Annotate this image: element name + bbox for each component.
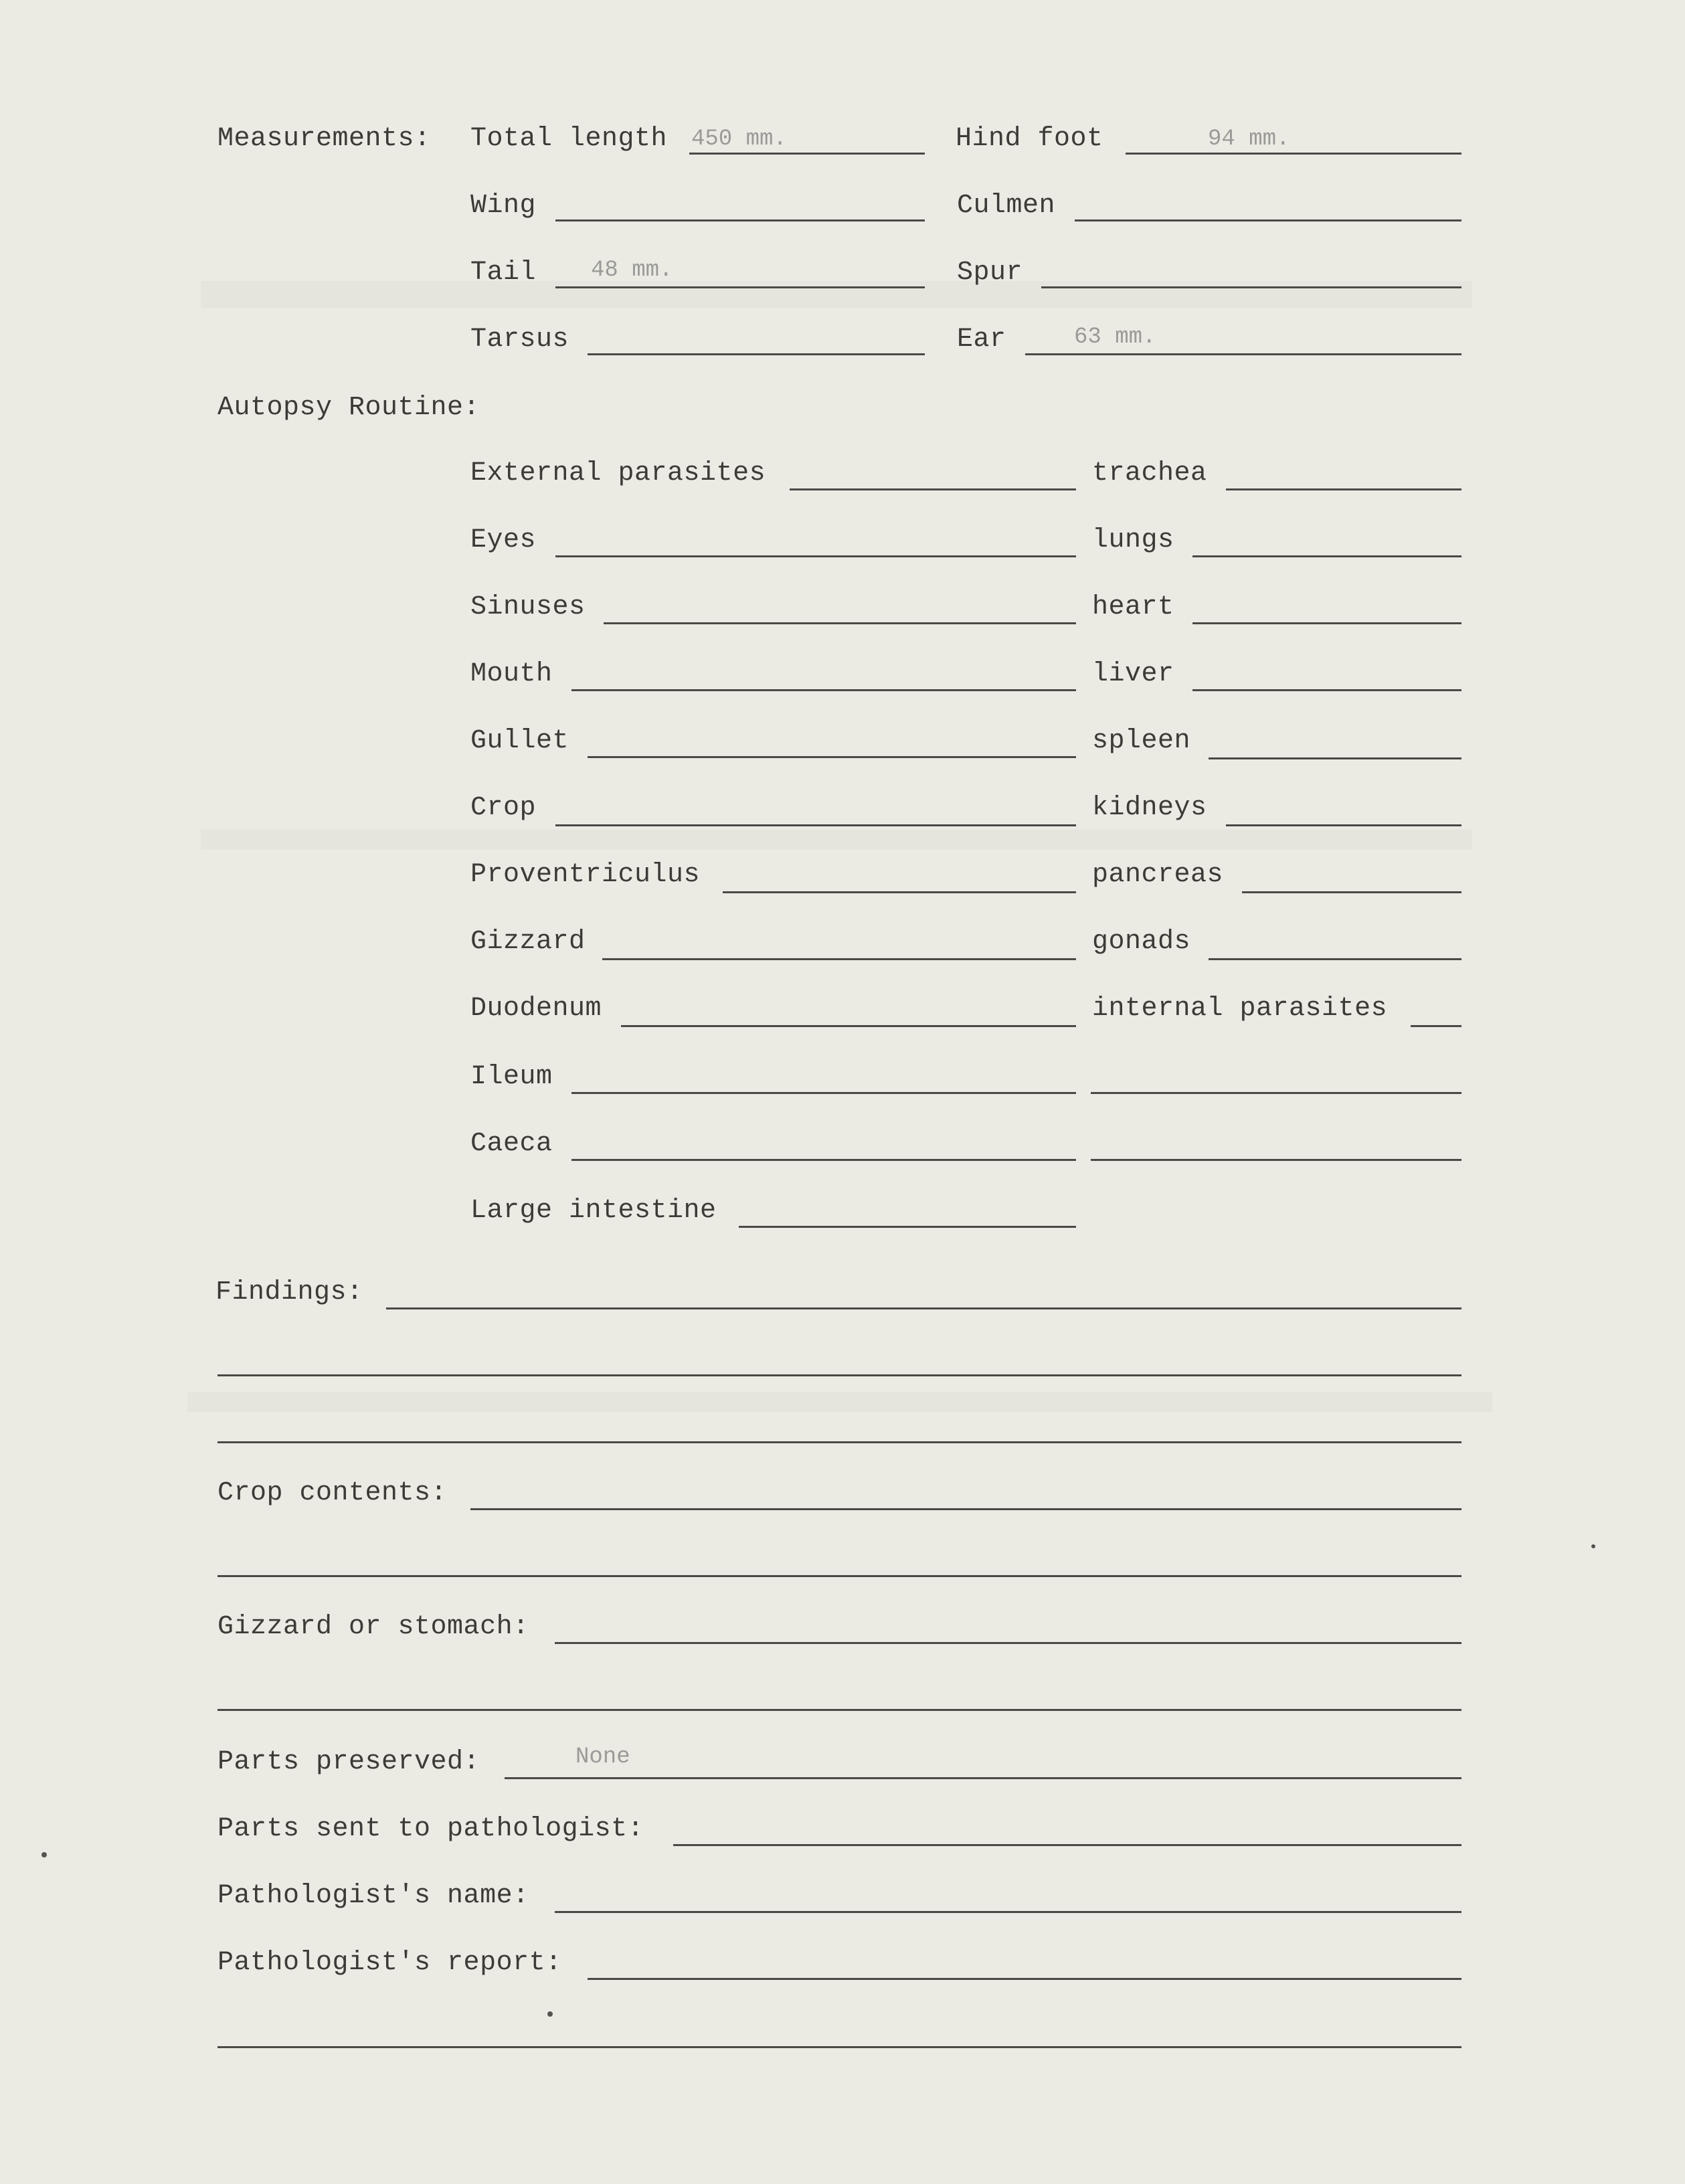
parts-preserved-label: Parts preserved: — [217, 1747, 480, 1777]
autopsy-item-crop: Crop — [470, 793, 537, 823]
total-length-field[interactable] — [689, 153, 925, 155]
crop-field[interactable] — [555, 824, 1076, 826]
ear-field[interactable] — [1025, 353, 1461, 355]
ink-spot — [547, 2011, 553, 2017]
pathologist-name-label: Pathologist's name: — [217, 1881, 529, 1911]
bleed-through-mark — [201, 830, 1472, 850]
culmen-label: Culmen — [957, 191, 1056, 221]
hind-foot-field[interactable] — [1126, 153, 1461, 155]
autopsy-item-kidneys: kidneys — [1092, 793, 1207, 823]
liver-field[interactable] — [1192, 689, 1461, 691]
wing-field[interactable] — [555, 219, 925, 221]
total-length-value: 450 mm. — [691, 126, 787, 152]
gonads-field[interactable] — [1209, 958, 1461, 960]
findings-field-line-1[interactable] — [386, 1307, 1461, 1309]
gizzard-stomach-field-line-2[interactable] — [217, 1709, 1461, 1711]
extra-right-field-1[interactable] — [1091, 1092, 1461, 1094]
autopsy-item-sinuses: Sinuses — [470, 592, 586, 622]
tarsus-field[interactable] — [588, 353, 925, 355]
gizzard-stomach-label: Gizzard or stomach: — [217, 1612, 529, 1642]
autopsy-item-lungs: lungs — [1092, 525, 1174, 555]
tail-value: 48 mm. — [591, 258, 673, 283]
autopsy-item-external-parasites: External parasites — [470, 458, 766, 488]
hind-foot-value: 94 mm. — [1208, 126, 1290, 152]
parts-preserved-value: None — [575, 1744, 630, 1770]
ink-spot — [1591, 1544, 1595, 1548]
ileum-field[interactable] — [571, 1092, 1076, 1094]
autopsy-item-caeca: Caeca — [470, 1129, 553, 1159]
tail-field[interactable] — [555, 286, 925, 288]
autopsy-item-liver: liver — [1092, 659, 1174, 689]
kidneys-field[interactable] — [1226, 824, 1461, 826]
tarsus-label: Tarsus — [470, 325, 569, 355]
pathologist-report-label: Pathologist's report: — [217, 1948, 562, 1978]
internal-parasites-field[interactable] — [1411, 1025, 1461, 1027]
crop-contents-field-line-1[interactable] — [470, 1508, 1461, 1510]
parts-preserved-field[interactable] — [505, 1777, 1461, 1779]
hind-foot-label: Hind foot — [956, 124, 1103, 154]
findings-field-line-3[interactable] — [217, 1441, 1461, 1443]
proventriculus-field[interactable] — [723, 891, 1076, 893]
autopsy-item-internal-parasites: internal parasites — [1092, 994, 1388, 1024]
autopsy-item-gizzard: Gizzard — [470, 927, 586, 957]
ink-spot — [41, 1852, 47, 1857]
measurements-heading: Measurements: — [217, 124, 431, 154]
parts-sent-label: Parts sent to pathologist: — [217, 1814, 644, 1844]
findings-field-line-2[interactable] — [217, 1374, 1461, 1376]
culmen-field[interactable] — [1075, 219, 1461, 221]
pathologist-report-field-line-2[interactable] — [217, 2046, 1461, 2048]
spur-label: Spur — [957, 258, 1023, 288]
tail-label: Tail — [470, 258, 537, 288]
sinuses-field[interactable] — [604, 622, 1076, 624]
autopsy-item-proventriculus: Proventriculus — [470, 860, 701, 890]
autopsy-item-large-intestine: Large intestine — [470, 1196, 717, 1226]
autopsy-item-duodenum: Duodenum — [470, 994, 602, 1024]
gullet-field[interactable] — [588, 756, 1076, 758]
gizzard-stomach-field-line-1[interactable] — [555, 1642, 1461, 1644]
crop-contents-label: Crop contents: — [217, 1478, 448, 1508]
large-intestine-field[interactable] — [739, 1226, 1076, 1228]
autopsy-heading: Autopsy Routine: — [217, 393, 480, 423]
autopsy-item-heart: heart — [1092, 592, 1174, 622]
lungs-field[interactable] — [1192, 555, 1461, 557]
duodenum-field[interactable] — [621, 1025, 1076, 1027]
autopsy-item-mouth: Mouth — [470, 659, 553, 689]
caeca-field[interactable] — [571, 1159, 1076, 1161]
pathologist-report-field-line-1[interactable] — [588, 1978, 1461, 1980]
spleen-field[interactable] — [1209, 757, 1461, 759]
autopsy-item-trachea: trachea — [1092, 458, 1207, 488]
ear-value: 63 mm. — [1074, 325, 1156, 350]
bleed-through-mark — [201, 281, 1472, 308]
gizzard-field[interactable] — [602, 958, 1076, 960]
eyes-field[interactable] — [555, 555, 1076, 557]
autopsy-item-pancreas: pancreas — [1092, 860, 1224, 890]
autopsy-item-ileum: Ileum — [470, 1062, 553, 1092]
pathologist-name-field[interactable] — [555, 1911, 1461, 1913]
total-length-label: Total length — [470, 124, 668, 154]
pancreas-field[interactable] — [1242, 891, 1461, 893]
crop-contents-field-line-2[interactable] — [217, 1575, 1461, 1577]
autopsy-item-eyes: Eyes — [470, 525, 537, 555]
autopsy-item-gonads: gonads — [1092, 927, 1191, 957]
heart-field[interactable] — [1192, 622, 1461, 624]
wing-label: Wing — [470, 191, 537, 221]
parts-sent-field[interactable] — [673, 1844, 1461, 1846]
autopsy-item-spleen: spleen — [1092, 726, 1191, 756]
ear-label: Ear — [957, 325, 1006, 355]
extra-right-field-2[interactable] — [1091, 1159, 1461, 1161]
spur-field[interactable] — [1041, 286, 1461, 288]
trachea-field[interactable] — [1226, 488, 1461, 490]
bleed-through-mark — [187, 1392, 1492, 1412]
external-parasites-field[interactable] — [790, 488, 1076, 490]
findings-label: Findings: — [215, 1277, 363, 1307]
autopsy-item-gullet: Gullet — [470, 726, 569, 756]
mouth-field[interactable] — [571, 689, 1076, 691]
